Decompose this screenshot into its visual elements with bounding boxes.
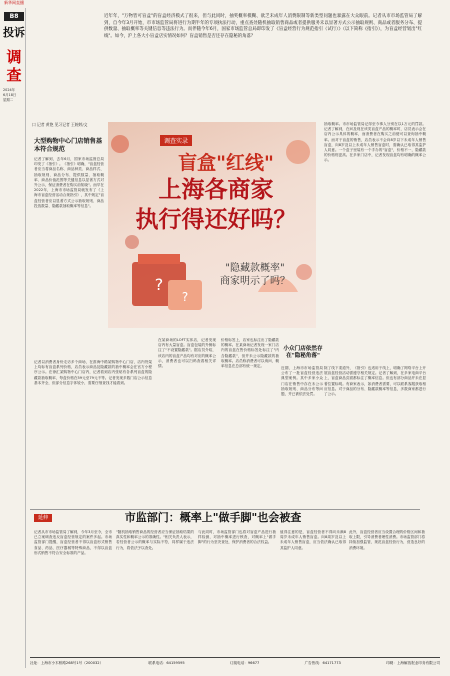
svg-text:?: ?	[154, 275, 164, 294]
byline: 口 记者 黄艳 见习记者 王婉婷/文	[32, 122, 88, 127]
subheading-niche-stores: 小众门店依然存在"隐秘角落"	[283, 346, 323, 359]
subheadline-line-1: "隐藏款概率"	[225, 263, 285, 274]
subheading-mall-stores: 大型购物中心门店销售基本符合规范	[34, 138, 103, 154]
footer-ads: 广告热线：64171773	[304, 661, 341, 665]
body-column-mid-1: 在某商场的LOFT实体店，记者发现店内有大量盲盒。盲盒包装的外侧标注了"不设置隐藏款"。据店员介绍，该店内的盲盒产品均有对应的概率公示，消费者也可以扫码查看相关详情。	[158, 338, 216, 369]
publication-label: 新华网直播	[4, 0, 24, 5]
body-column-bottom-4: 值得注意的是，盲盒经营者不得向未满8周岁未成年人销售盲盒。向8周岁及以上未成年人销售盲盒，应当依法确认已取得其监护人同意。	[280, 530, 346, 550]
page-code: B8	[4, 12, 24, 21]
body-column-right-1: 抽取概率。市市场监管局记得至今事人分别在以1万元的罚款。记者了解到，在问及现在该类盲盒产品的概率时，店员表示会在店内公示具体的概率，而消费者在购买之前便可以查询抽中概率。而对于盲盒的销售，店员表示不会向8岁以下未成年人销售盲盒，向8岁及以上未成年人销售盲盒时，需确认已取得其监护人同意。一个盒子里装有一个手办的"盲盒"，价格不一，隐藏款的价格则更高。在多家门店中，记者发现盲盒均有明确的概率公示。	[324, 122, 426, 163]
issue-date: 2024年 6月18日 星期二	[3, 88, 17, 102]
body-column-mid-2: 价格标签上，店家也标注出了隐藏款的概率。在某商场记者发现一家门店内的盲盒在售价格标签处标注了"内含隐藏款"，但并未公示隐藏款的抽取概率。店员称消费者可以询问，概率信息在总部有统一规定。	[221, 338, 279, 369]
section-title-a: 投诉	[3, 26, 25, 39]
kicker-badge: 调查实录	[160, 135, 192, 146]
masthead-footer	[30, 657, 440, 668]
subheadline-line-2: 商家明示了吗？	[220, 276, 290, 287]
body-column-1a: 记者了解到，去年6月，国家市场监督总局印发了《指引》。《指引》明确，"盲盒经营者应当将商品名称、商品种类、商品样式、抽取规则、商品分布、提供数量、抽取概率、商品价值范围等关键信息以显著方式对外公示，保证消费者在购买前知晓"。而早在2022年，上海市市场监管局就发布了《上海市盲盒经营活动合规指引》，其中规定"盲盒经营者应以显著方式公示抽取规则、商品投放数量、隐藏款抽取概率等信息"。	[34, 157, 104, 208]
body-column-mid-3: 近期，上海市市场监管局公布了一批盲盒经营违法典型案例。其中多家小众门店在销售中存在未公示抽取规则、商品分布等问题，并已被依法处罚。	[281, 366, 323, 397]
svg-text:?: ?	[181, 290, 189, 304]
headline-regulator: 市监部门：概率上"做手脚"也会被查	[124, 511, 302, 524]
body-column-bottom-3: 与此同时，市场监管部门也将对盲盒产品进行抽样检测，对抽中概率进行核查，对概率上"做手脚"的行为坚决查处，保护消费者的合法权益。	[198, 530, 276, 545]
body-column-right-2: 除了线下渠道外，《指引》也适用于线上，明确了网络平台上开展盲盒经营活动需遵守相关规定。记者了解到，在多家电商平台上，盲盒商品页面都标注了概率信息。但也有部分商品并未在显著位置标明。有商家表示，如消费者需要，可以联系客服获取相应信息。对于商品的分布、隐藏款概率等信息，多数商家都进行了公示。	[324, 366, 426, 397]
body-column-bottom-2: "随机抽取销售商品的经营者应当保证抽取结果的真实性和概率公示的准确性。"相关负责人表示，若经营者公示的概率与实际不符，同样属于违法行为，将依法予以查处。	[116, 530, 194, 550]
section-divider	[30, 509, 420, 510]
headline-line-3: 执行得还好吗？	[135, 206, 297, 233]
footer-subscribe: 订阅电话：96677	[229, 661, 260, 665]
lead-paragraph: 近年年，"万物皆可盲盒"的盲盒经济模式了很来，但与此同时，抽奖概率模糊、欲乏未成年人消费限制等新类型问题也暴露在大众眼前。记者从市市场监管局了解到，自今年3月开始，市市场监管局将进行为期半年的专项执法行动，重点查处随机抽取销售商品或者提供服务未以显著方式公示抽取规则、商品或者服务分布、提供数量、抽取概率等关键信息等违法行为。而伴随今年6月，国家市场监管总局即印发了《盲盒经营行为规范指引（试行）》（以下简称《指引》），为盲盒经营划出"红线"。如今，沪上各大小盲盒店实情况如何？盲盒销售是否还存在隐秘的角落？	[104, 14, 422, 39]
top-strip	[0, 0, 450, 8]
footer-phone: 联系电话：64159595	[148, 661, 185, 665]
left-rail	[0, 8, 26, 668]
body-column-bottom-1: 记者从市市场监管局了解到，今年3月至今，全市已立案调查违反盲盒经营规定的案件多起。市场监管部门提醒，盲盒经营者不得以盲盒形式销售食品、药品、医疗器械等特殊商品，不得以盲盒形式销售不符合安全标准的产品。	[34, 530, 112, 555]
body-column-1c: 记者以消费者身份走访多个商场，在淮海中路某购物中心门店，店内货架上均标有盲盒系列价格，店员表示商品及隐藏款的抽中概率会在官方小程序公示。在徐汇某购物中心门店内，记者看到店内张贴有各系列盲盒的隐藏款抽取概率，每盒价格在59元至79元不等。记者发现多数门店公示信息基本齐全，但部分信息字体较小，需要仔细查找才能看到。	[34, 360, 152, 385]
headline-line-1: 盲盒"红线"	[178, 152, 274, 174]
headline-line-2: 上海各商家	[158, 176, 274, 203]
subheadline	[200, 262, 310, 288]
footer-printer: 印刷：上海解放报业印务有限公司	[386, 661, 440, 665]
footer-address: 社址：上海市小木桥路268号1号（200032）	[30, 661, 104, 665]
extension-badge: 延伸	[34, 514, 52, 522]
section-title-b: 调查	[6, 48, 22, 84]
body-column-bottom-5: 此外，盲盒经营者应当设置合理的价格区间和抽取上限，引导消费者理性消费。市场监管部门将持续加强监管，规范盲盒经营行为，营造良好的消费环境。	[349, 530, 425, 550]
